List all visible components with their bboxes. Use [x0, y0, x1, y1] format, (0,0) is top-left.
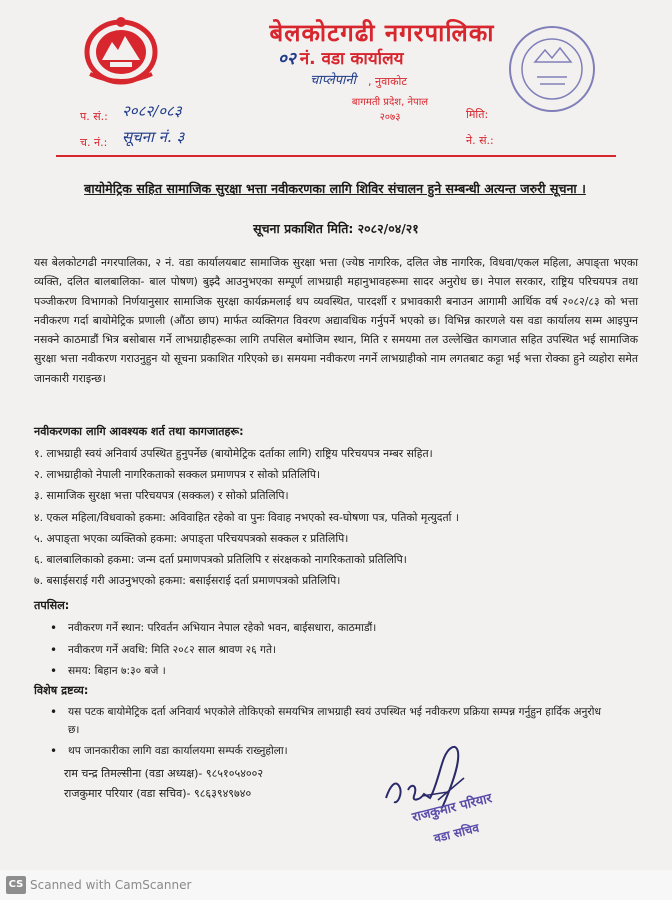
- letterhead-divider: [56, 155, 616, 157]
- special-notes-list: [48, 704, 613, 761]
- ward-office-line: [278, 46, 403, 69]
- office-title: बेलकोटगढी नगरपालिका: [269, 19, 495, 47]
- list-item: ६. बालबालिकाको हकमा: जन्म दर्ता प्रमाणपत्रको प्रतिलिपि र संरक्षकको नागरिकताको प्रतिलिपि।: [34, 553, 407, 567]
- signatory-name: राजकुमार परियार: [410, 791, 494, 826]
- list-item: • नवीकरण गर्ने अवधि: मिति २०८२ साल श्रावण २६ गते।: [48, 640, 376, 662]
- ps-value: २०८२/०८३: [122, 102, 182, 120]
- details-list: [48, 618, 376, 683]
- nepal-emblem-icon: [80, 14, 162, 86]
- list-item: १. लाभग्राही स्वयं अनिवार्य उपस्थित हुनुपर्नेछ (बायोमेट्रिक दर्ताका लागि) राष्ट्रिय परिचयपत्र नम्बर सहित।: [34, 447, 433, 460]
- ref-label: ने. सं.:: [466, 134, 494, 147]
- list-item: • थप जानकारीका लागि वडा कार्यालयमा सम्पर्क राख्नुहोला।: [48, 743, 613, 761]
- ps-label: प. सं.:: [80, 110, 108, 123]
- established-year: २०७३: [379, 112, 401, 123]
- requirements-list: [34, 443, 644, 591]
- date-label: मिति:: [466, 108, 489, 121]
- camscanner-logo-icon: CS: [6, 876, 26, 894]
- list-item: ३. सामाजिक सुरक्षा भत्ता परिचयपत्र (सक्कल) र सोको प्रतिलिपि।: [34, 489, 289, 503]
- notice-subject: बायोमेट्रिक सहित सामाजिक सुरक्षा भत्ता नवीकरणका लागि शिविर संचालन हुने सम्बन्धी अत्यन्त जरुरी सूचना ।: [84, 181, 586, 196]
- list-item: • नवीकरण गर्ने स्थान: परिवर्तन अभियान नेपाल रहेको भवन, बाईसधारा, काठमाडौं।: [48, 618, 376, 640]
- list-item: ४. एकल महिला/विधवाको हकमा: अविवाहित रहेको वा पुनः विवाह नभएको स्व-घोषणा पत्र, पतिको मृत्युदर्ता ।: [34, 510, 459, 524]
- ward-office-label: नं. वडा कार्यालय: [299, 49, 404, 69]
- contact-ward-chair: राम चन्द्र तिमल्सीना (वडा अध्यक्ष)- ९८५१०५४००२: [64, 767, 264, 780]
- ward-number: ०२: [278, 49, 296, 69]
- cn-label: च. नं.:: [80, 136, 108, 149]
- details-title: तपसिल:: [34, 599, 70, 612]
- scanner-watermark: Scanned with CamScanner: [30, 878, 192, 892]
- address-handwritten: चाप्लेपानी: [310, 73, 357, 88]
- signatory-title: वडा सचिव: [432, 820, 481, 846]
- list-item: • समय: बिहान ७:३० बजे ।: [48, 661, 376, 683]
- address-printed: , नुवाकोट: [368, 75, 407, 88]
- cn-value: सूचना नं. ३: [122, 128, 185, 146]
- list-item: ५. अपाङ्ता भएका व्यक्तिको हकमा: अपाङ्ता परिचयपत्रको सक्कल र प्रतिलिपि।: [34, 531, 349, 545]
- list-item: • यस पटक बायोमेट्रिक दर्ता अनिवार्य भएकोले तोकिएको समयभित्र लाभग्राही स्वयं उपस्थित भई नवीकरण प्रक्रिया सम्पन्न गर्नुहुन हार्दिक अनुरोध छ।: [48, 704, 613, 739]
- contact-ward-secretary: राजकुमार परियार (वडा सचिव)- ९८६३९४९७४०: [64, 787, 252, 800]
- province-label: बागमती प्रदेश, नेपाल: [351, 97, 429, 108]
- list-item: ७. बसाईसराई गरी आउनुभएको हकमा: बसाईसराई दर्ता प्रमाणपत्रको प्रतिलिपि।: [34, 574, 341, 588]
- notice-body: यस बेलकोटगढी नगरपालिका, २ नं. वडा कार्यालयबाट सामाजिक सुरक्षा भत्ता (ज्येष्ठ नागरिक, दलित जेष्ठ नागरिक, विधवा/एकल महिला, अपाङ्ता भएका व्यक्ति, दलित बालबालिका- बाल पोषण) बुझ्दै आउनुभएका सम्पूर्ण लाभग्राही महानुभावहरूमा सादर अनुरोध छ। नेपाल सरकार, राष्ट्रिय परिचयपत्र तथा पञ्जीकरण विभागको निर्णयानुसार सामाजिक सुरक्षा कार्यक्रमलाई थप व्यवस्थित, पारदर्शी र प्रभावकारी बनाउन आगामी आर्थिक वर्ष २०८२/८३ को भत्ता नवीकरण गर्दा बायोमेट्रिक प्रणाली (औंठा छाप) मार्फत व्यक्तिगत विवरण अद्यावधिक गर्नुपर्ने भएको छ। विभिन्न कारणले यस वडा कार्यालय सम्म आइपुग्न नसक्ने काठमाडौं भित्र बसोबास गर्ने लाभग्राहीहरूका लागि तपसिल बमोजिम स्थान, मिति र समयमा तल उल्लेखित कागजात सहित उपस्थित भई सामाजिक सुरक्षा भत्ता नवीकरण गराउनुहुन यो सूचना प्रकाशित गरिएको छ। समयमा नवीकरण नगर्ने लाभग्राहीको नाम लगतबाट कट्टा भई भत्ता रोक्का हुने व्यहोरा समेत जानकारी गराइन्छ।: [34, 256, 638, 385]
- special-notes-title: विशेष द्रष्टव्य:: [34, 684, 89, 697]
- requirements-title: नवीकरणका लागि आवश्यक शर्त तथा कागजातहरू:: [34, 425, 244, 438]
- published-date: सूचना प्रकाशित मिति: २०८२/०४/२१: [253, 221, 419, 236]
- list-item: २. लाभग्राहीको नेपाली नागरिकताको सक्कल प्रमाणपत्र र सोको प्रतिलिपि।: [34, 468, 321, 482]
